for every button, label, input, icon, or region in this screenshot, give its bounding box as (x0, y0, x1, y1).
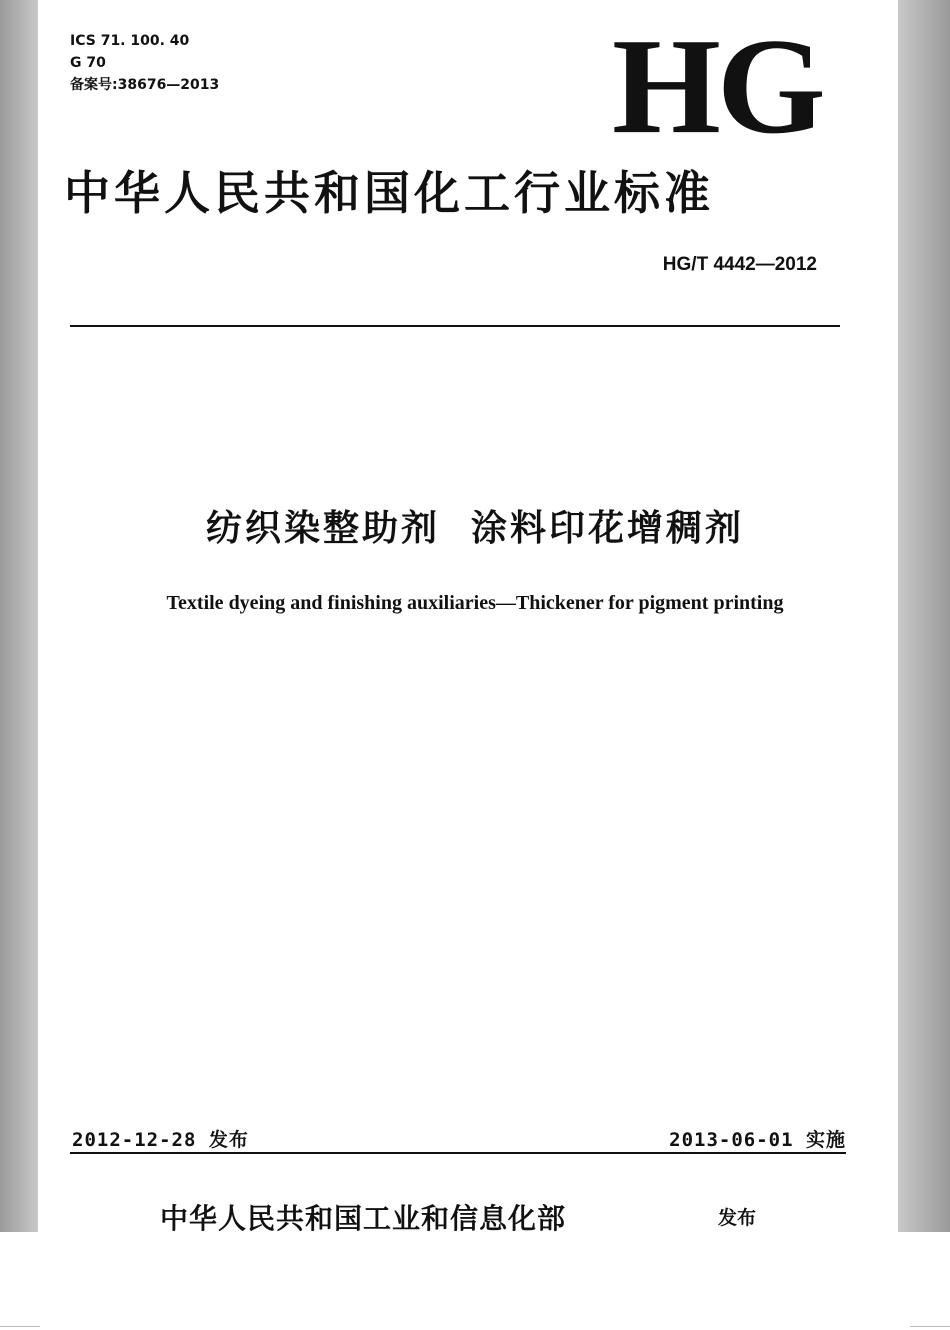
publish-label: 发布 (718, 1207, 757, 1229)
issue-date: 2012-12-28 发布 (72, 1129, 249, 1151)
chinese-title: 纺织染整助剂 涂料印花增稠剂 (205, 508, 745, 549)
metadata-block (70, 30, 219, 96)
scan-margin-left (0, 0, 38, 1232)
classification-code: G 70 (70, 55, 106, 71)
english-title: Textile dyeing and finishing auxiliaries—Thickener for pigment printing (166, 592, 784, 614)
bottom-divider (70, 1152, 846, 1154)
scan-margin-right (898, 0, 950, 1232)
implementation-date: 2013-06-01 实施 (669, 1129, 846, 1151)
hg-logo: HG (612, 10, 822, 163)
standard-code: HG/T 4442—2012 (662, 254, 817, 275)
page-bottom-area (0, 1232, 950, 1330)
page-edge-mark-right (910, 1326, 950, 1327)
standard-type-title: 中华人民共和国化工行业标准 (64, 166, 714, 220)
top-divider (70, 325, 840, 327)
record-number: 备案号:38676—2013 (70, 77, 220, 93)
ics-number: ICS 71. 100. 40 (70, 33, 190, 49)
page-edge-mark-left (0, 1326, 40, 1327)
publisher-name: 中华人民共和国工业和信息化部 (160, 1202, 567, 1235)
